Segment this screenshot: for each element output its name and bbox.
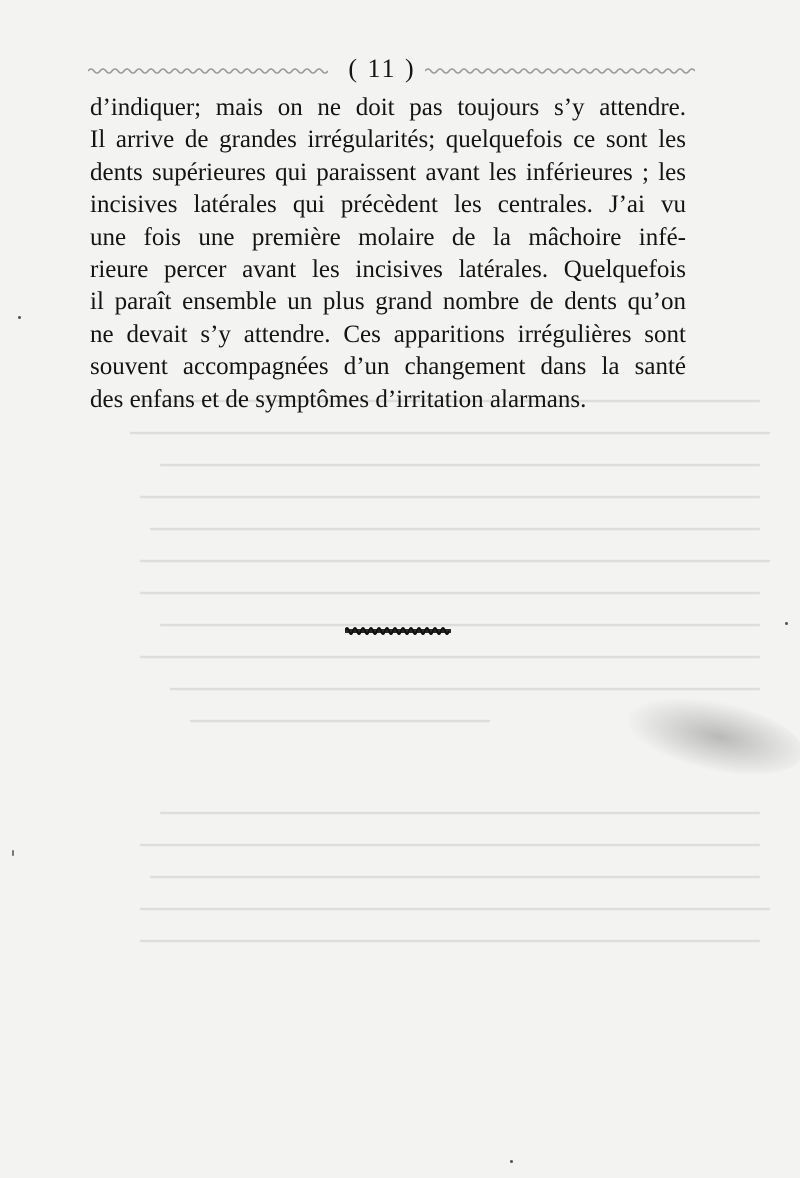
text-line: il paraît ensemble un plus grand nombre de dents qu’on (90, 288, 686, 316)
section-end-ornament (345, 624, 451, 638)
text-line: d’indiquer; mais on ne doit pas toujours s’y attendre. (90, 94, 686, 121)
text-line: ne devait s’y attendre. Ces apparitions irrégulières sont (90, 320, 686, 348)
ink-speck (12, 850, 14, 856)
ink-speck (18, 316, 21, 319)
text-line: rieure percer avant les incisives latérales. Quelquefois (90, 256, 686, 284)
ink-speck (785, 622, 788, 625)
header-ornament-right (425, 67, 695, 75)
text-line: une fois une première molaire de la mâchoire infé- (90, 223, 686, 251)
text-line: souvent accompagnées d’un changement dans la santé (90, 353, 686, 381)
page-number: ( 11 ) (348, 54, 416, 83)
paper-stain (600, 690, 800, 780)
ink-speck (510, 1160, 513, 1163)
text-line: dents supérieures qui paraissent avant les inférieures ; les (90, 158, 686, 186)
text-line: incisives latérales qui précèdent les centrales. J’ai vu (90, 191, 686, 219)
header-ornament-left (88, 67, 328, 75)
text-line: des enfans et de symptômes d’irritation alarmans. (90, 385, 587, 413)
text-line: Il arrive de grandes irrégularités; quelquefois ce sont les (90, 126, 686, 154)
bleed-through-show-through (70, 370, 790, 970)
body-paragraph (90, 92, 686, 416)
